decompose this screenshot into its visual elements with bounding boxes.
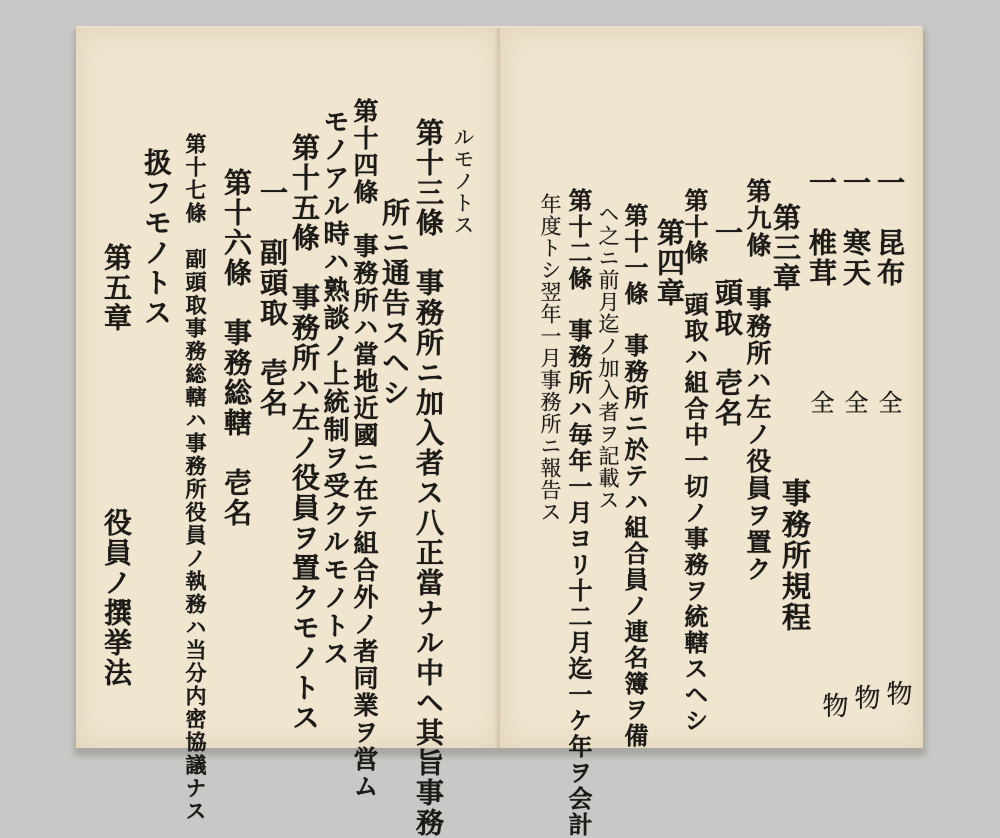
right-item-kombu: 一 昆布: [873, 168, 906, 288]
chapter-3-heading: 第三章: [769, 203, 802, 293]
right-col-art10: 第十條 頭取ハ組合中一切ノ事務ヲ統轄スヘシ: [680, 188, 709, 734]
left-col-9: 第十七條 副頭取事務総轄ハ事務所役員ノ執務ハ当分内密協議ナス: [183, 133, 208, 823]
officer-election-heading: 役員ノ撰挙法: [100, 508, 133, 688]
left-col-8: 第十六條 事務総轄 壱名: [220, 168, 253, 528]
left-col-6: 第十五條 事務所ハ左ノ役員ヲ置クモノトス: [288, 133, 321, 733]
left-page: [76, 28, 501, 838]
left-col-2: 第十三條 事務所ニ加入者ス八正當ナル中ヘ其旨事務: [412, 118, 445, 838]
left-col-10: 扱フモノトス: [140, 148, 173, 328]
right-col-art12: 第十二條 事務所ハ毎年一月ヨリ十二月迄一ケ年ヲ会計: [564, 188, 593, 838]
chapter-4-heading: 第四章: [653, 218, 686, 308]
right-item-suffix-2: 全: [840, 390, 868, 416]
bottom-mark-3: 物: [818, 692, 848, 720]
chapter-5-heading: 第五章: [100, 243, 133, 333]
right-col-art9: 第九條 事務所ハ左ノ役員ヲ置ク: [743, 178, 772, 583]
right-col-art12-cont: 年度トシ翌年一月事務所ニ報告ス: [538, 193, 562, 523]
left-col-7: 一 副頭取 壱名: [256, 178, 289, 418]
left-col-1: ルモノトス: [451, 126, 475, 236]
bottom-mark-2: 物: [850, 684, 880, 712]
right-page: [500, 28, 923, 838]
right-item-shiitake: 一 椎茸: [805, 168, 838, 288]
right-item-kanten: 一 寒天: [839, 168, 872, 288]
left-col-4: 第十四條 事務所ハ當地近國ニ在テ組合外ノ者同業ヲ営ム: [350, 98, 379, 800]
right-item-suffix-1: 全: [874, 390, 902, 416]
right-col-art11-cont: ヘ之ニ前月迄ノ加入者ヲ記載ス: [596, 203, 620, 511]
right-item-suffix-3: 全: [806, 390, 834, 416]
right-col-head-officer: 一 頭取 壱名: [711, 218, 744, 428]
office-regulations-heading: 事務所規程: [778, 478, 812, 633]
left-col-3: 所ニ通告スヘシ: [378, 198, 411, 408]
right-col-art11: 第十一條 事務所ニ於テハ組合員ノ連名簿ヲ備: [620, 203, 649, 749]
left-col-5: モノアル時ハ熟談ノ上統制ヲ受クルモノトス: [319, 108, 349, 668]
bottom-mark-1: 物: [882, 680, 912, 708]
